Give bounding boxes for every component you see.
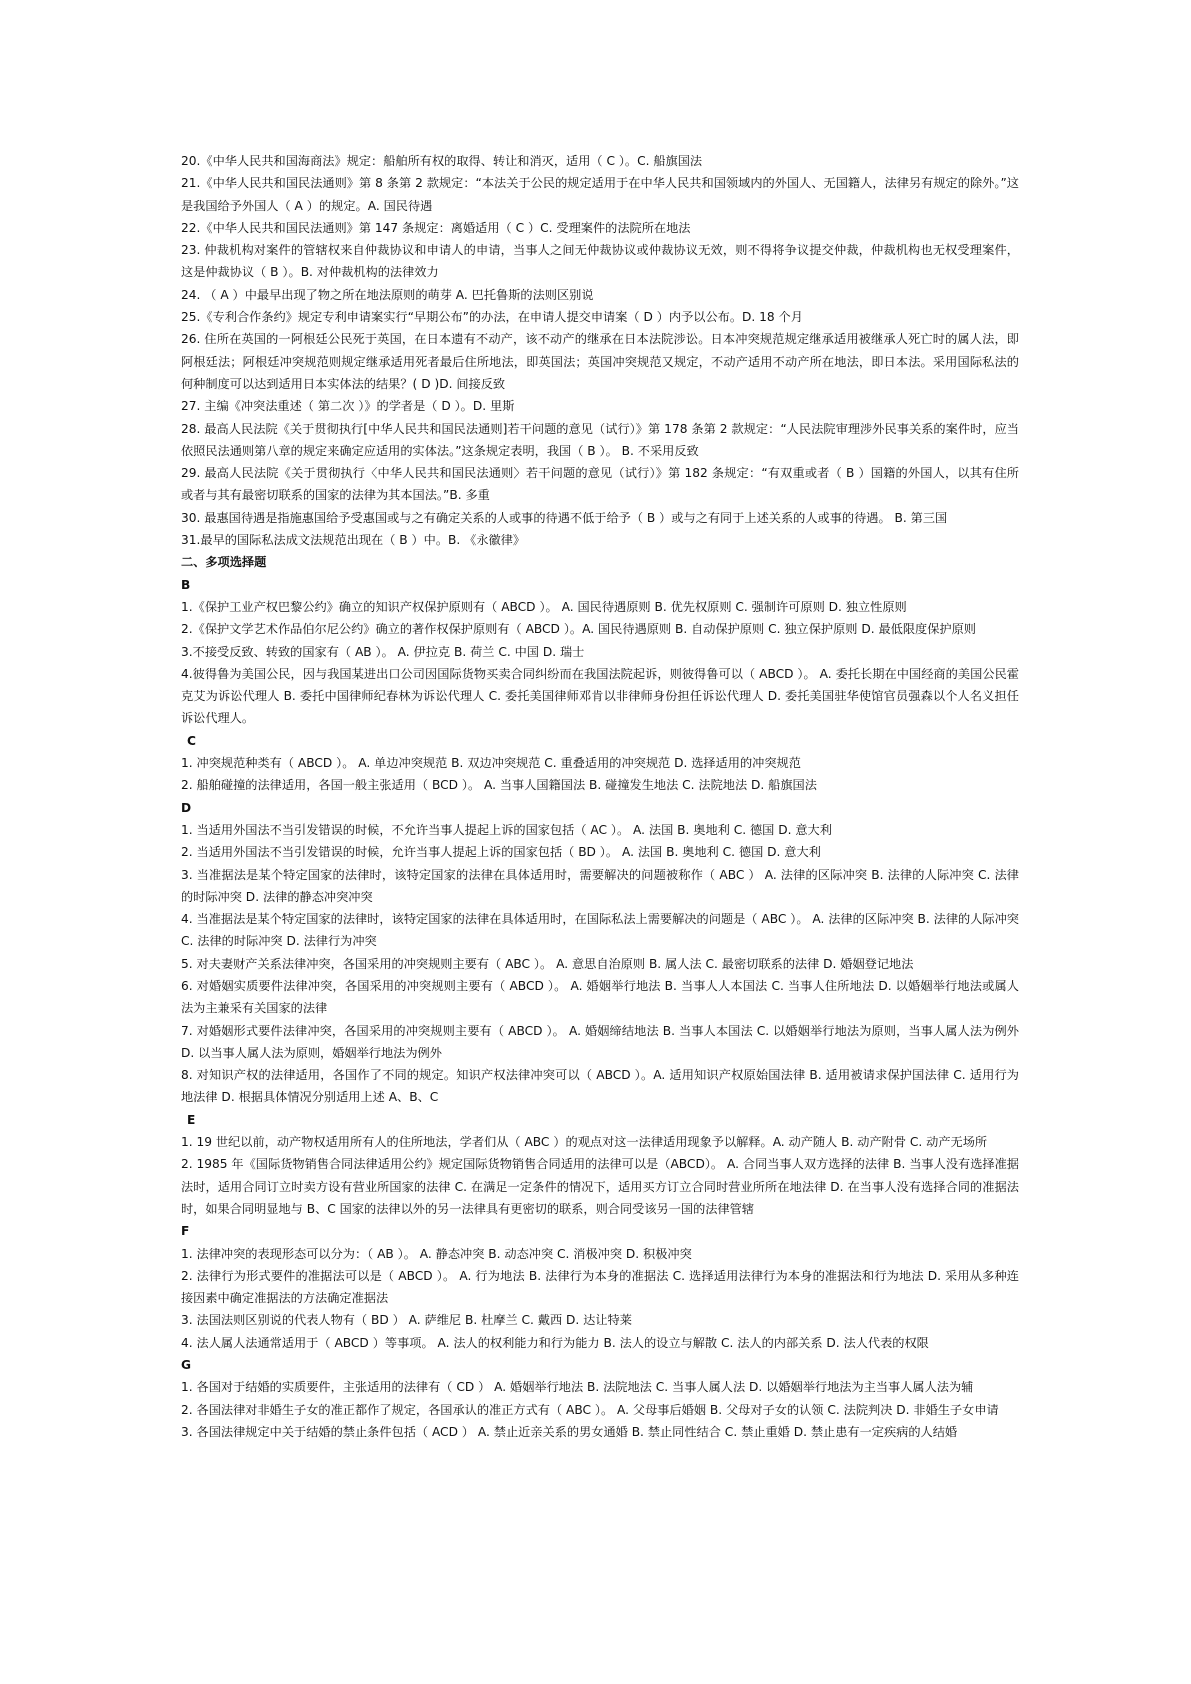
section-heading: 二、多项选择题 <box>181 555 267 570</box>
letter-group-label: F <box>181 1224 190 1239</box>
question-paragraph: 2.《保护文学艺术作品伯尔尼公约》确立的著作权保护原则有（ ABCD ）。A. 国民待遇原则 B. 自动保护原则 C. 独立保护原则 D. 最低限度保护原则 <box>181 622 976 637</box>
question-paragraph: 2. 各国法律对非婚生子女的准正都作了规定，各国承认的准正方式有（ ABC ）。 A. 父母事后婚姻 B. 父母对子女的认领 C. 法院判决 D. 非婚生子女申请 <box>181 1402 999 1417</box>
question-paragraph: 3. 法国法则区别说的代表人物有（ BD ） A. 萨维尼 B. 杜摩兰 C. 戴西 D. 达让特莱 <box>181 1313 632 1328</box>
question-paragraph: 3.不接受反致、转致的国家有（ AB ）。 A. 伊拉克 B. 荷兰 C. 中国 D. 瑞士 <box>181 644 585 659</box>
question-paragraph: 4. 当准据法是某个特定国家的法律时，该特定国家的法律在具体适用时，在国际私法上需要解决的问题是（ ABC ）。 A. 法律的区际冲突 B. 法律的人际冲突 C. 法律的时际冲突 D. 法律行为冲突 <box>181 912 1019 949</box>
question-paragraph: 7. 对婚姻形式要件法律冲突，各国采用的冲突规则主要有（ ABCD ）。 A. 婚姻缔结地法 B. 当事人本国法 C. 以婚姻举行地法为原则，当事人属人法为例外 D. 以当事人属人法为原则，婚姻举行地法为例外 <box>181 1023 1019 1060</box>
question-paragraph: 2. 法律行为形式要件的准据法可以是（ ABCD ）。 A. 行为地法 B. 法律行为本身的准据法 C. 选择适用法律行为本身的准据法和行为地法 D. 采用从多种连接因素中确定准据法的方法确定准据法 <box>181 1268 1019 1306</box>
question-paragraph: 2. 船舶碰撞的法律适用，各国一般主张适用（ BCD ）。 A. 当事人国籍国法 B. 碰撞发生地法 C. 法院地法 D. 船旗国法 <box>181 778 817 793</box>
question-paragraph: 27. 主编《冲突法重述（ 第二次 ）》的学者是（ D ）。D. 里斯 <box>181 399 515 414</box>
question-paragraph: 3. 各国法律规定中关于结婚的禁止条件包括（ ACD ） A. 禁止近亲关系的男女通婚 B. 禁止同性结合 C. 禁止重婚 D. 禁止患有一定疾病的人结婚 <box>181 1424 958 1439</box>
question-paragraph: 22.《中华人民共和国民法通则》第 147 条规定：离婚适用（ C ）C. 受理案件的法院所在地法 <box>181 220 691 235</box>
question-paragraph: 1. 当适用外国法不当引发错误的时候，不允许当事人提起上诉的国家包括（ AC ）。 A. 法国 B. 奥地利 C. 德国 D. 意大利 <box>181 822 832 837</box>
question-paragraph: 21.《中华人民共和国民法通则》第 8 条第 2 款规定：“本法关于公民的规定适用于在中华人民共和国领域内的外国人、无国籍人，法律另有规定的除外。”这是我国给予外国人（ A ）的规定。A. 国民待遇 <box>181 176 1019 213</box>
question-paragraph: 24. （ A ）中最早出现了物之所在地法原则的萌芽 A. 巴托鲁斯的法则区别说 <box>181 287 594 302</box>
question-paragraph: 30. 最惠国待遇是指施惠国给予受惠国或与之有确定关系的人或事的待遇不低于给予（ B ）或与之有同于上述关系的人或事的待遇。 B. 第三国 <box>181 510 948 525</box>
question-paragraph: 23. 仲裁机构对案件的管辖权来自仲裁协议和申请人的申请，当事人之间无仲裁协议或仲裁协议无效，则不得将争议提交仲裁，仲裁机构也无权受理案件，这是仲裁协议（ B ）。B. 对仲裁机构的法律效力 <box>181 243 1019 280</box>
letter-group-label: G <box>181 1358 192 1373</box>
question-paragraph: 29. 最高人民法院《关于贯彻执行〈中华人民共和国民法通则〉若干问题的意见（试行）》第 182 条规定：“有双重或者（ B ）国籍的外国人，以其有住所或者与其有最密切联系的国家的法律为其本国法。”B. 多重 <box>181 466 1019 503</box>
question-paragraph: 1. 法律冲突的表现形态可以分为：（ AB ）。 A. 静态冲突 B. 动态冲突 C. 消极冲突 D. 积极冲突 <box>181 1246 692 1261</box>
question-paragraph: 1. 19 世纪以前，动产物权适用所有人的住所地法，学者们从（ ABC ）的观点对这一法律适用现象予以解释。A. 动产随人 B. 动产附骨 C. 动产无场所 <box>181 1135 988 1150</box>
question-paragraph: 1.《保护工业产权巴黎公约》确立的知识产权保护原则有（ ABCD ）。 A. 国民待遇原则 B. 优先权原则 C. 强制许可原则 D. 独立性原则 <box>181 599 907 614</box>
question-paragraph: 6. 对婚姻实质要件法律冲突，各国采用的冲突规则主要有（ ABCD ）。 A. 婚姻举行地法 B. 当事人人本国法 C. 当事人住所地法 D. 以婚姻举行地法或属人法为主兼采有关国家的法律 <box>181 978 1019 1016</box>
question-paragraph: 25.《专利合作条约》规定专利申请案实行“早期公布”的办法，在申请人提交申请案（ D ）内予以公布。D. 18 个月 <box>181 310 803 325</box>
document-page <box>181 150 1019 1443</box>
question-paragraph: 4.彼得鲁为美国公民，因与我国某进出口公司因国际货物买卖合同纠纷而在我国法院起诉，则彼得鲁可以（ ABCD ）。 A. 委托长期在中国经商的美国公民霍克艾为诉讼代理人 B. 委托中国律师纪春林为诉讼代理人 C. 委托美国律师邓肯以非律师身份担任诉讼代理人 D. 委托美国驻华使馆官员强森以个人名义担任诉讼代理人。 <box>181 666 1019 726</box>
question-paragraph: 28. 最高人民法院《关于贯彻执行[中华人民共和国民法通则]若干问题的意见（试行）》第 178 条第 2 款规定：“人民法院审理涉外民事关系的案件时，应当依照民法通则第八章的规定来确定应适用的实体法。”这条规定表明，我国（ B ）。 B. 不采用反致 <box>181 421 1019 458</box>
letter-group-label: D <box>181 800 192 815</box>
question-paragraph: 3. 当准据法是某个特定国家的法律时，该特定国家的法律在具体适用时，需要解决的问题被称作（ ABC ） A. 法律的区际冲突 B. 法律的人际冲突 C. 法律的时际冲突 D. 法律的静态冲突冲突 <box>181 867 1019 904</box>
question-paragraph: 1. 冲突规范种类有（ ABCD ）。 A. 单边冲突规范 B. 双边冲突规范 C. 重叠适用的冲突规范 D. 选择适用的冲突规范 <box>181 756 801 771</box>
question-paragraph: 2. 当适用外国法不当引发错误的时候，允许当事人提起上诉的国家包括（ BD ）。 A. 法国 B. 奥地利 C. 德国 D. 意大利 <box>181 845 821 860</box>
letter-group-label: E <box>187 1112 196 1127</box>
question-paragraph: 4. 法人属人法通常适用于（ ABCD ）等事项。 A. 法人的权利能力和行为能力 B. 法人的设立与解散 C. 法人的内部关系 D. 法人代表的权限 <box>181 1335 929 1350</box>
question-paragraph: 1. 各国对于结婚的实质要件，主张适用的法律有（ CD ） A. 婚姻举行地法 B. 法院地法 C. 当事人属人法 D. 以婚姻举行地法为主当事人属人法为辅 <box>181 1380 974 1395</box>
letter-group-label: C <box>187 733 196 748</box>
question-paragraph: 26. 住所在英国的一阿根廷公民死于英国，在日本遗有不动产，该不动产的继承在日本法院涉讼。日本冲突规范规定继承适用被继承人死亡时的属人法，即阿根廷法；阿根廷冲突规范则规定继承适用死者最后住所地法，即英国法；英国冲突规范又规定，不动产适用不动产所在地法，即日本法。采用国际私法的何种制度可以达到适用日本实体法的结果？( D )D. 间接反致 <box>181 332 1019 391</box>
question-paragraph: 2. 1985 年《国际货物销售合同法律适用公约》规定国际货物销售合同适用的法律可以是（ABCD）。 A. 合同当事人双方选择的法律 B. 当事人没有选择准据法时，适用合同订立时卖方设有营业所国家的法律 C. 在满足一定条件的情况下，适用买方订立合同时营业所所在地法律 D. 在当事人没有选择合同的准据法时，如果合同明显地与 B、C 国家的法律以外的另一法律具有更密切的联系，则合同受该另一国的法律管辖 <box>181 1157 1019 1216</box>
question-paragraph: 31.最早的国际私法成文法规范出现在（ B ）中。B. 《永徽律》 <box>181 533 526 548</box>
question-paragraph: 5. 对夫妻财产关系法律冲突，各国采用的冲突规则主要有（ ABC ）。 A. 意思自治原则 B. 属人法 C. 最密切联系的法律 D. 婚姻登记地法 <box>181 956 914 971</box>
question-paragraph: 8. 对知识产权的法律适用，各国作了不同的规定。知识产权法律冲突可以（ ABCD ）。A. 适用知识产权原始国法律 B. 适用被请求保护国法律 C. 适用行为地法律 D. 根据具体情况分别适用上述 A、B、C <box>181 1068 1019 1105</box>
letter-group-label: B <box>181 577 191 592</box>
question-paragraph: 20.《中华人民共和国海商法》规定：船舶所有权的取得、转让和消灭，适用（ C ）。C. 船旗国法 <box>181 154 703 168</box>
